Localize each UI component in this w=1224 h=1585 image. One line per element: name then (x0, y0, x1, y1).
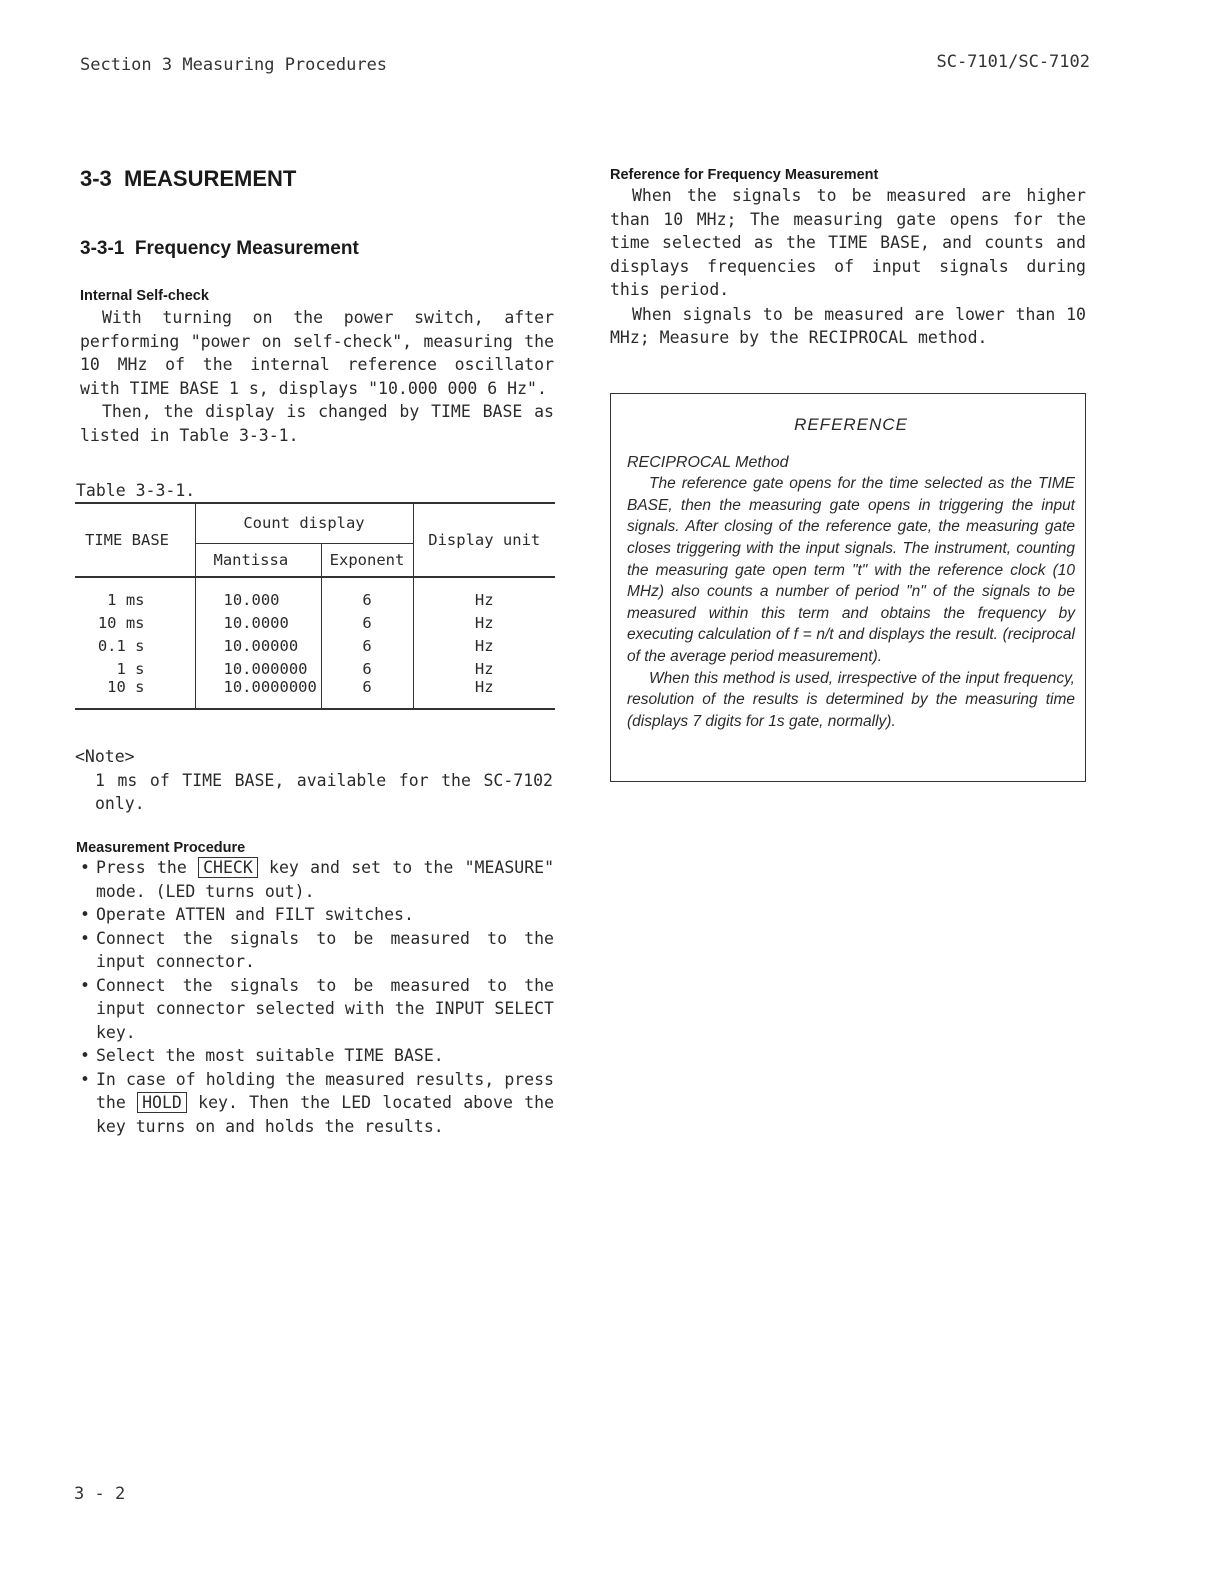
table-caption: Table 3-3-1. (76, 481, 196, 500)
running-header-right: SC-7101/SC-7102 (936, 52, 1090, 72)
reference-freq-para-1: When the signals to be measured are higher than 10 MHz; The measuring gate opens for the time selected as the TIME BASE, and counts and displays frequencies of input signals during this period. (610, 186, 1086, 299)
reference-box-title: REFERENCE (794, 415, 908, 434)
reference-freq-heading: Reference for Frequency Measurement (610, 167, 879, 183)
col-header-exponent: Exponent (321, 543, 413, 577)
section-heading (80, 166, 550, 192)
self-check-para-2: Then, the display is changed by TIME BASE as listed in Table 3-3-1. (80, 402, 554, 445)
reference-box-para-2: When this method is used, irrespective of the input frequency, resolution of the results is determined by the measuring time (displays 7 digits for 1s gate, normally). (627, 669, 1075, 730)
reference-freq-para-2: When signals to be measured are lower than 10 MHz; Measure by the RECIPROCAL method. (610, 304, 1086, 347)
table-row: 10 ms 10.0000 6 Hz (75, 609, 555, 632)
self-check-block (80, 288, 554, 447)
note-text: 1 ms of TIME BASE, available for the SC-7102 only. (95, 770, 553, 813)
subsection-number: 3-3-1 (80, 238, 125, 259)
col-header-time-base: TIME BASE (75, 503, 195, 577)
self-check-heading: Internal Self-check (80, 288, 209, 304)
reference-box-para-1: The reference gate opens for the time selected as the TIME BASE, then the measuring gate opens in triggering the input signals. After closing of the reference gate, the measuring gate closes triggering with the input signals. The instrument, counting the measuring gate open term "t" with the reference clock (10 MHz) also counts a number of period "n" of the signals to be measured within this term and obtains the frequency by executing calculation of f = n/t and displays the result. (reciprocal of the average period measurement). (627, 475, 1075, 665)
col-header-count-display: Count display (195, 503, 413, 543)
reference-box-subtitle: RECIPROCAL Method (627, 453, 789, 471)
col-header-display-unit: Display unit (413, 503, 555, 577)
note-block (75, 745, 553, 816)
list-item: • In case of holding the measured results, press the HOLD key. Then the LED located above the key turns on and holds the results. (80, 1069, 554, 1136)
note-label: <Note> (75, 747, 135, 766)
table-row: 10 s 10.0000000 6 Hz (75, 678, 555, 709)
self-check-para-1: With turning on the power switch, after performing "power on self-check", measuring the 10 MHz of the internal reference oscillator with TIME BASE 1 s, displays "10.000 000 6 Hz". (80, 308, 554, 398)
check-key: CHECK (198, 857, 258, 878)
procedure-block (76, 840, 554, 1138)
table-row: 1 s 10.000000 6 Hz (75, 655, 555, 678)
list-item: • Operate ATTEN and FILT switches. (80, 905, 414, 924)
col-header-mantissa: Mantissa (195, 543, 321, 577)
list-item: • Connect the signals to be measured to the input connector selected with the INPUT SELECT key. (80, 975, 554, 1042)
running-header-left: Section 3 Measuring Procedures (80, 55, 388, 75)
list-item: • Press the CHECK key and set to the "MEASURE" mode. (LED turns out). (80, 858, 555, 901)
section-title: MEASUREMENT (124, 166, 297, 191)
subsection-title: Frequency Measurement (134, 238, 359, 259)
procedure-heading: Measurement Procedure (76, 840, 246, 856)
subsection-heading (80, 238, 550, 260)
hold-key: HOLD (137, 1092, 187, 1113)
time-base-table (75, 502, 555, 710)
list-item: • Select the most suitable TIME BASE. (80, 1046, 444, 1065)
page-number: 3 - 2 (74, 1484, 126, 1504)
reference-box (610, 393, 1086, 782)
table-row: 0.1 s 10.00000 6 Hz (75, 632, 555, 655)
table-row: 1 ms 10.000 6 Hz (75, 577, 555, 609)
list-item: • Connect the signals to be measured to the input connector. (80, 928, 554, 971)
reference-freq-block (610, 167, 1086, 350)
section-number: 3-3 (80, 166, 112, 191)
